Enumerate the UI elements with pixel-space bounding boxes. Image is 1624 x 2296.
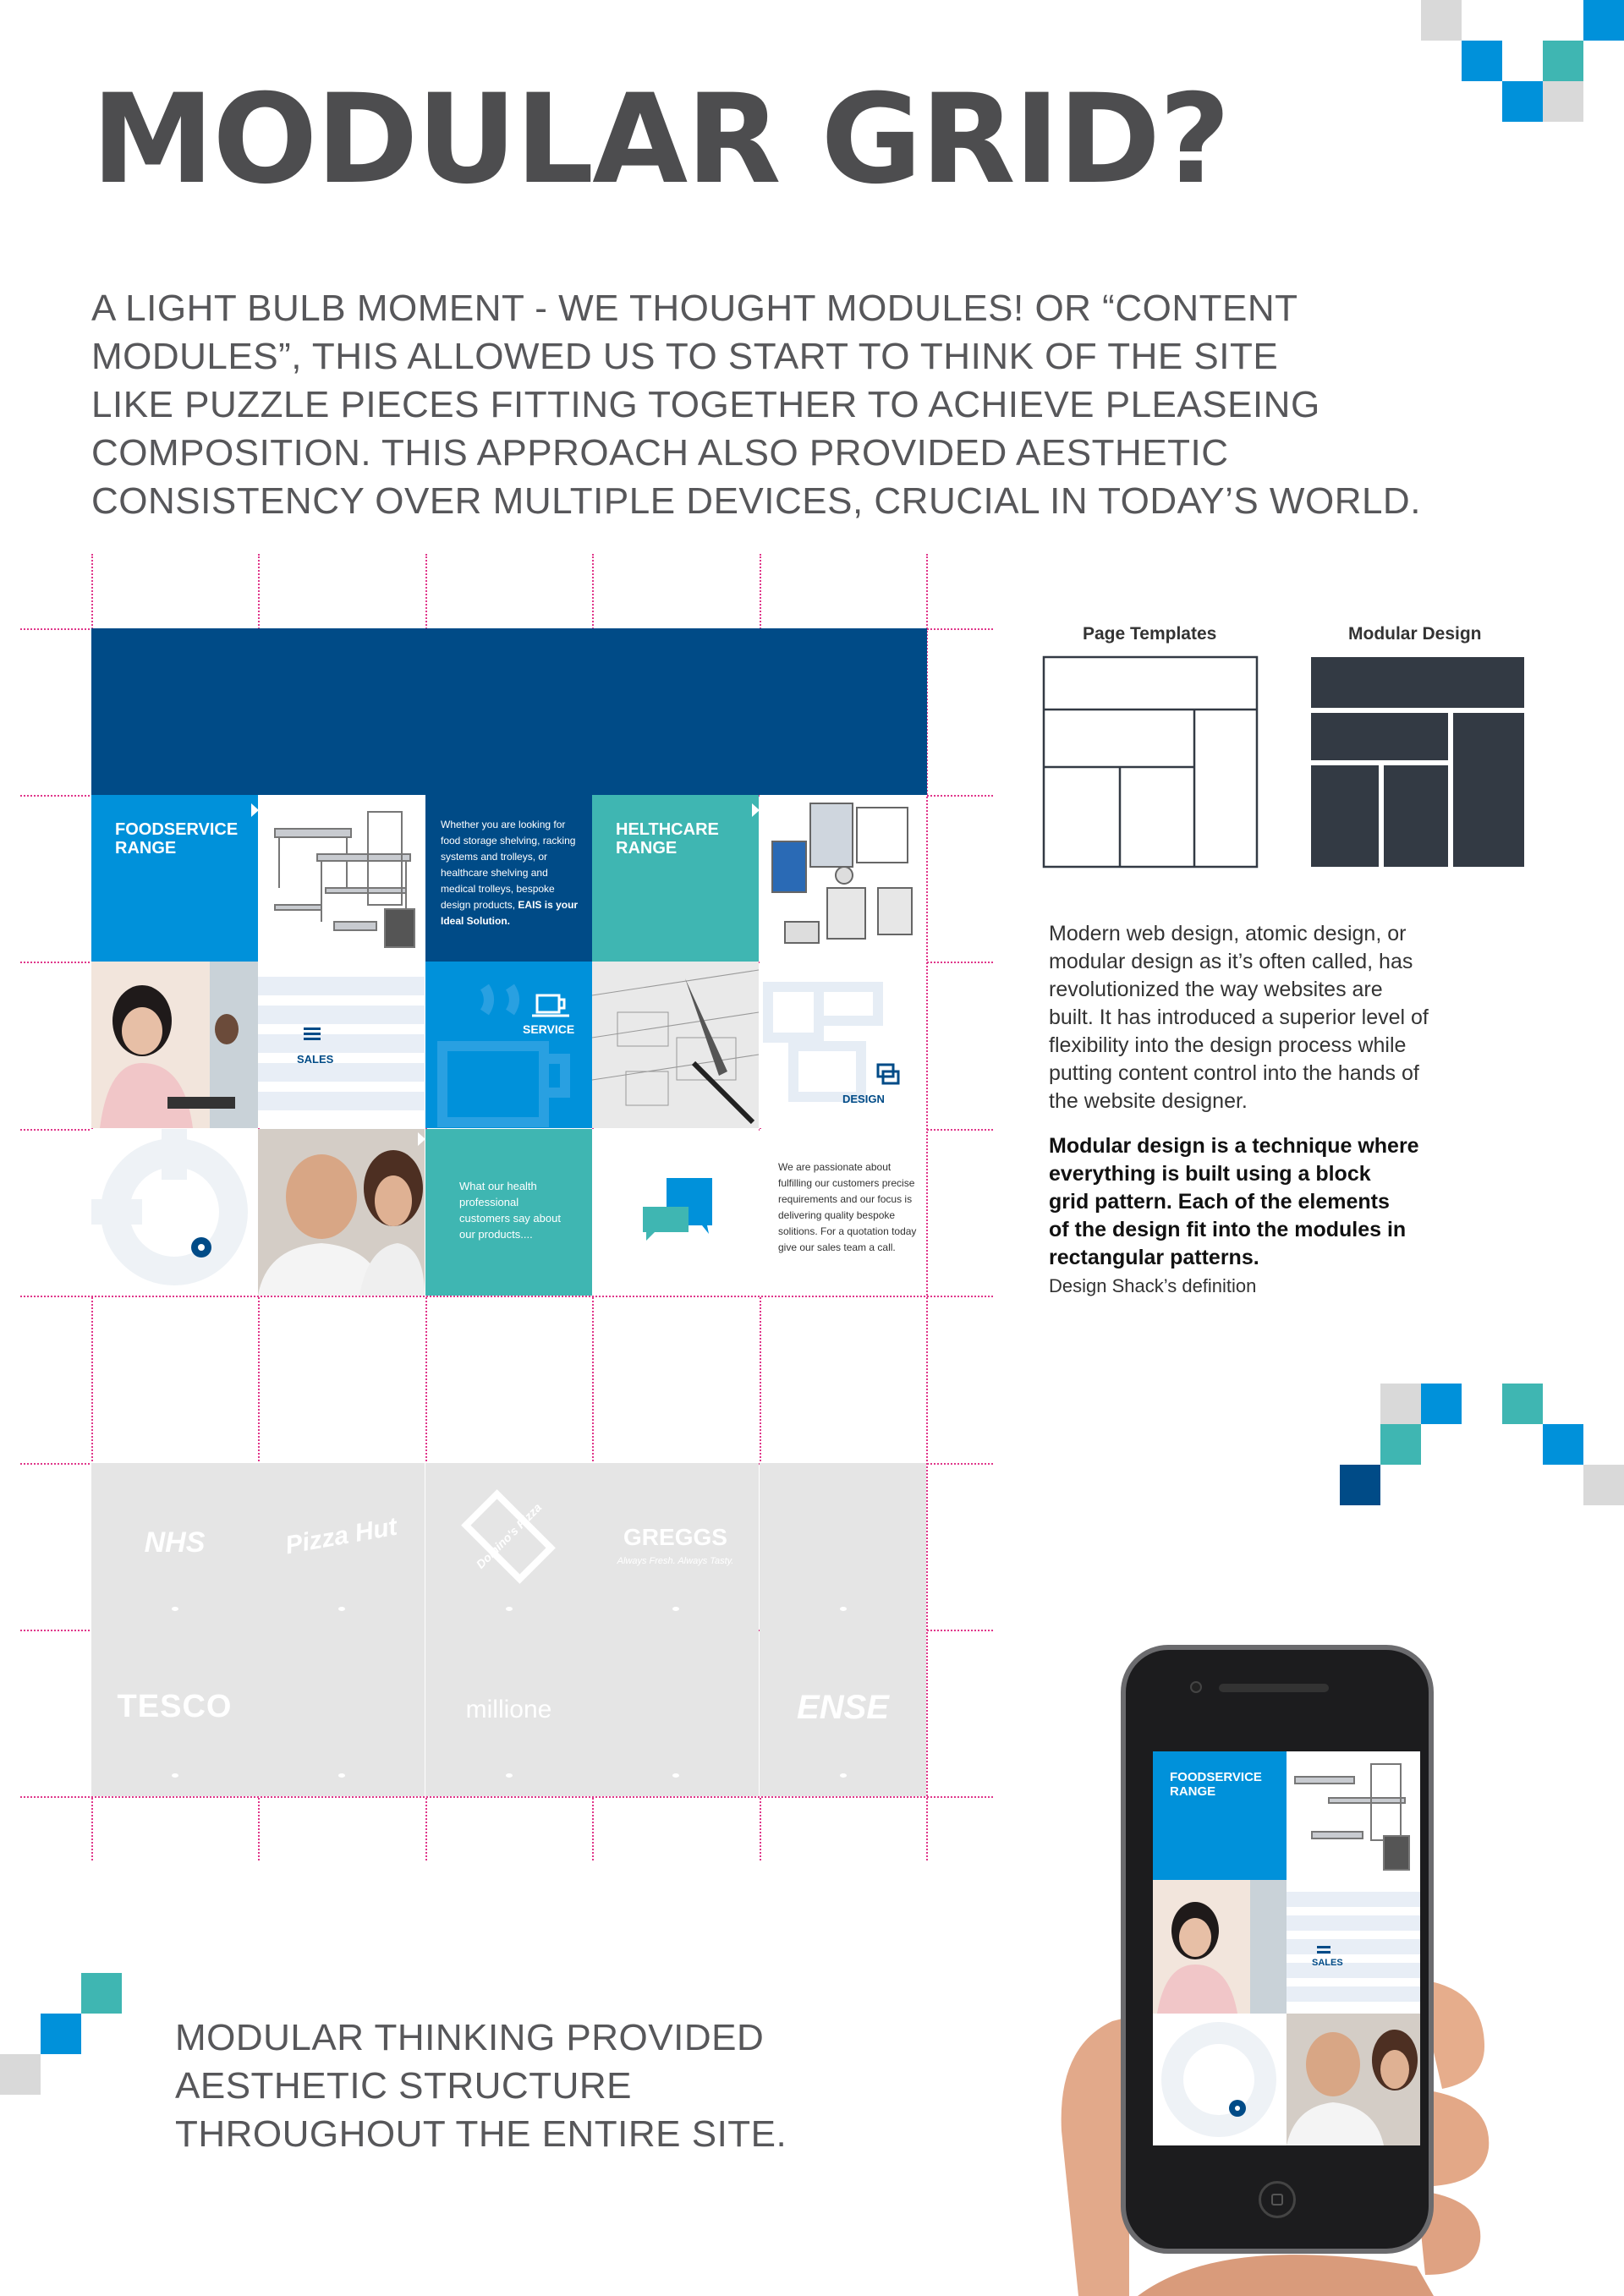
healthcare-product-image <box>760 795 926 962</box>
sales-tile[interactable] <box>258 962 425 1128</box>
sales-label: SALES <box>297 1053 334 1066</box>
square-decoration <box>1462 41 1502 81</box>
page-templates-label: Page Templates <box>1083 624 1217 644</box>
grid-guide-horizontal <box>20 1796 993 1798</box>
foodservice-tile[interactable] <box>91 795 258 962</box>
client-logo-blank <box>760 1463 926 1630</box>
body-line: built. It has introduced a superior level of <box>1049 1006 1429 1029</box>
health-professionals-photo <box>258 1129 425 1296</box>
quotation-text: We are passionate about fulfilling our customers precise requirements and our focus is delivering quality bespoke solitions. For a quotation today give our sales team a call. <box>778 1161 917 1253</box>
client-logo-millione <box>425 1630 592 1796</box>
greggs-tagline: Always Fresh. Always Tasty. <box>617 1556 734 1566</box>
square-decoration <box>1543 41 1583 81</box>
camera-icon <box>1190 1681 1202 1693</box>
quotation-tile <box>760 1129 926 1296</box>
caret-icon <box>752 803 759 817</box>
phone-sales-photo <box>1153 1880 1287 2014</box>
blueprint-image <box>592 962 759 1128</box>
smartphone-mockup <box>1121 1645 1434 2254</box>
tesco-logo: TESCO <box>117 1689 233 1724</box>
phone-foodservice-title: FOODSERVICE RANGE <box>1170 1770 1262 1799</box>
home-button[interactable] <box>1259 2181 1296 2218</box>
intro-line: CONSISTENCY OVER MULTIPLE DEVICES, CRUCIAL IN TODAY’S WORLD. <box>91 480 1421 522</box>
healthcare-tile[interactable] <box>592 795 759 962</box>
square-decoration <box>81 1973 122 2014</box>
dominos-logo: Domino's Pizza <box>473 1500 545 1571</box>
intro-line: COMPOSITION. THIS APPROACH ALSO PROVIDED AESTHETIC <box>91 432 1229 474</box>
body-line: putting content control into the hands of <box>1049 1061 1419 1085</box>
intro-line: LIKE PUZZLE PIECES FITTING TOGETHER TO ACHIEVE PLEASEING <box>91 384 1320 425</box>
square-decoration <box>1380 1424 1421 1465</box>
modular-design-label: Modular Design <box>1348 624 1482 644</box>
phone-foodservice-tile[interactable] <box>1153 1751 1287 1880</box>
intro-line: A LIGHT BULB MOMENT - WE THOUGHT MODULES! OR “CONTENT <box>91 288 1298 329</box>
closing-line: AESTHETIC STRUCTURE <box>175 2065 632 2107</box>
square-decoration <box>1421 1384 1462 1424</box>
square-decoration <box>1421 0 1462 41</box>
health-quote-tile[interactable] <box>425 1129 592 1296</box>
body-line: revolutionized the way websites are <box>1049 978 1383 1001</box>
square-decoration <box>1583 1465 1624 1505</box>
client-logo-ense <box>760 1630 926 1796</box>
modular-design-copy <box>1049 920 1506 1300</box>
body-line: the website designer. <box>1049 1089 1248 1113</box>
phone-sales-label: SALES <box>1312 1958 1343 1968</box>
square-decoration <box>1543 81 1583 122</box>
client-logo-greggs <box>592 1463 759 1630</box>
greggs-logo: GREGGS <box>623 1524 727 1550</box>
caret-icon <box>418 1132 425 1146</box>
square-decoration <box>41 2014 81 2054</box>
sales-photo <box>91 962 258 1128</box>
speaker-grille <box>1219 1684 1329 1692</box>
intro-text-tile <box>425 795 592 962</box>
page-templates-diagram <box>1042 655 1259 869</box>
health-quote-text: What our health professional customers say about our products.... <box>459 1180 561 1241</box>
phone-screen <box>1153 1751 1420 2145</box>
square-decoration <box>1502 1384 1543 1424</box>
ense-logo: ENSE <box>797 1689 889 1726</box>
home-icon <box>1271 2194 1283 2206</box>
design-label: DESIGN <box>842 1093 885 1105</box>
grid-guide-horizontal <box>20 1296 993 1297</box>
service-label: SERVICE <box>523 1022 575 1036</box>
intro-paragraph <box>91 284 1445 525</box>
definition-line: everything is built using a block <box>1049 1162 1371 1186</box>
body-line: modular design as it’s often called, has <box>1049 950 1413 973</box>
definition-line: of the design fit into the modules in <box>1049 1218 1407 1241</box>
client-logo-blank <box>592 1630 759 1796</box>
client-logo-nhs <box>91 1463 258 1630</box>
definition-line: Modular design is a technique where <box>1049 1134 1419 1158</box>
definition-line: rectangular patterns. <box>1049 1246 1259 1269</box>
foodservice-title: FOODSERVICE RANGE <box>115 820 239 858</box>
intro-tile-text: Whether you are looking for food storage shelving, racking systems and trolleys, or healthcare shelving and medical trolleys, bespoke design products, <box>441 819 576 911</box>
phone-emblem-tile <box>1153 2014 1287 2145</box>
client-logo-dominos <box>425 1463 592 1630</box>
healthcare-title: HELTHCARE RANGE <box>616 820 719 858</box>
intro-tile-bold: EAIS is your Ideal Solution. <box>441 899 579 927</box>
closing-statement <box>175 2014 787 2158</box>
chat-bubble-icon <box>592 1129 759 1296</box>
hero-banner <box>91 628 927 795</box>
millione-logo: millione <box>465 1696 552 1723</box>
client-logo-blank <box>258 1630 425 1796</box>
foodservice-product-image <box>258 795 425 962</box>
phone-people-photo <box>1287 2014 1420 2145</box>
definition-line: grid pattern. Each of the elements <box>1049 1190 1390 1214</box>
phone-product-image <box>1287 1751 1420 1880</box>
closing-line: THROUGHOUT THE ENTIRE SITE. <box>175 2113 787 2155</box>
client-logo-tesco <box>91 1630 258 1796</box>
nhs-logo: NHS <box>144 1526 206 1559</box>
modular-design-diagram <box>1309 655 1526 869</box>
chat-tile[interactable] <box>592 1129 759 1296</box>
body-line: flexibility into the design process while <box>1049 1033 1407 1057</box>
design-tile[interactable] <box>760 962 926 1128</box>
intro-line: MODULES”, THIS ALLOWED US TO START TO THINK OF THE SITE <box>91 336 1279 377</box>
square-decoration <box>1502 81 1543 122</box>
square-decoration <box>1380 1384 1421 1424</box>
square-decoration <box>1340 1465 1380 1505</box>
pizza-hut-logo: Pizza Hut <box>283 1512 399 1560</box>
square-decoration <box>1583 0 1624 41</box>
service-tile[interactable] <box>425 962 592 1128</box>
caret-icon <box>251 803 258 817</box>
body-line: Modern web design, atomic design, or <box>1049 922 1407 945</box>
emblem-tile <box>91 1129 258 1296</box>
client-logo-pizza-hut <box>258 1463 425 1630</box>
definition-source: Design Shack’s definition <box>1049 1275 1257 1296</box>
closing-line: MODULAR THINKING PROVIDED <box>175 2017 765 2058</box>
square-decoration <box>0 2054 41 2095</box>
square-decoration <box>1543 1424 1583 1465</box>
phone-sales-tile[interactable] <box>1287 1880 1420 2014</box>
headline: MODULAR GRID? <box>91 68 1229 211</box>
